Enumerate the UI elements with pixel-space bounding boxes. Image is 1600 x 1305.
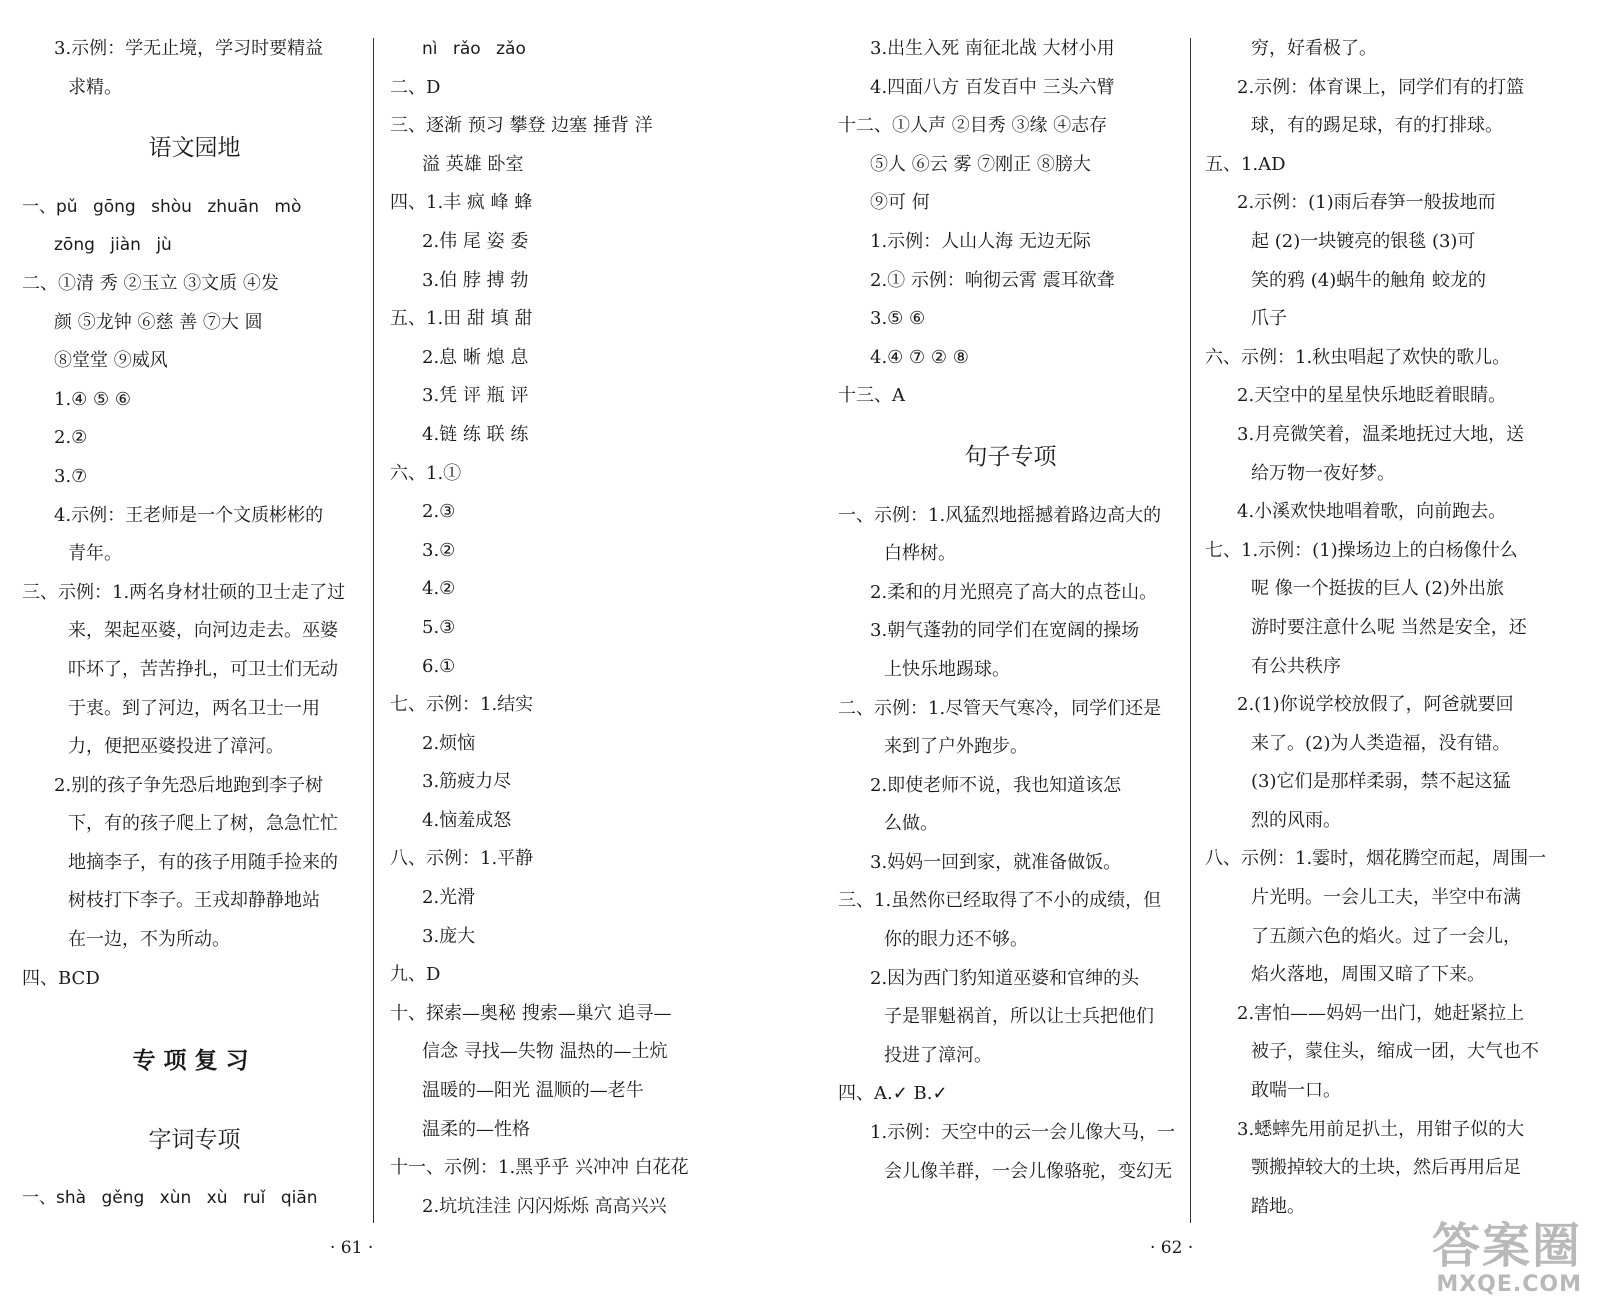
answer-line: 四、A.✓ B.✓: [838, 1083, 948, 1105]
answer-line: 上快乐地踢球。: [884, 658, 1010, 680]
answer-line: 3.朝气蓬勃的同学们在宽阔的操场: [870, 620, 1140, 642]
section-heading: 句子专项: [964, 443, 1057, 470]
answer-line: 敢喘一口。: [1251, 1080, 1341, 1102]
answer-line: 溢 英雄 卧室: [422, 153, 524, 175]
answer-line: ⑨可 何: [870, 192, 930, 214]
answer-line: 八、示例：1.霎时，烟花腾空而起，周围一: [1205, 848, 1547, 870]
answer-line: 颜 ⑤龙钟 ⑥慈 善 ⑦大 圆: [54, 311, 263, 333]
answer-line: 2.息 晰 熄 息: [422, 346, 529, 368]
answer-line: 4.恼羞成怒: [422, 809, 512, 831]
page-number-left: · 61 ·: [330, 1238, 374, 1258]
answer-line: 一、pǔ gōng shòu zhuān mò: [22, 196, 302, 217]
answer-line: 七、1.示例：(1)操场边上的白杨像什么: [1205, 539, 1518, 561]
answer-line: 八、示例：1.平静: [390, 848, 534, 870]
answer-line: 3.凭 评 瓶 评: [422, 385, 529, 407]
answer-line: 投进了漳河。: [884, 1044, 992, 1066]
answer-line: 2.伟 尾 姿 委: [422, 230, 529, 252]
column-2: [390, 30, 745, 1226]
answer-line: 了五颜六色的焰火。过了一会儿，: [1251, 925, 1521, 947]
answer-line: 二、①清 秀 ②玉立 ③文质 ④发: [22, 272, 279, 294]
answer-line: 温柔的—性格: [422, 1118, 530, 1140]
answer-line: 十三、A: [838, 385, 905, 407]
answer-line: 二、D: [390, 76, 441, 98]
section-heading: 字词专项: [148, 1126, 241, 1153]
answer-line: 片光明。一会儿工夫，半空中布满: [1251, 887, 1521, 909]
answer-line: 2.光滑: [422, 887, 476, 909]
answer-line: 2.因为西门豹知道巫婆和官绅的头: [870, 967, 1140, 989]
answer-line: 白桦树。: [884, 543, 956, 565]
answer-line: 3.蟋蟀先用前足扒土，用钳子似的大: [1237, 1118, 1525, 1140]
answer-line: 4.④ ⑦ ② ⑧: [870, 346, 969, 368]
answer-line: 2.① 示例：响彻云霄 震耳欲聋: [870, 269, 1115, 291]
watermark-main: 答案圈: [1431, 1218, 1582, 1274]
answer-line: 2.示例：体育课上，同学们有的打篮: [1237, 76, 1525, 98]
column-1: [22, 30, 367, 1218]
answer-line: ⑧堂堂 ⑨威风: [54, 350, 168, 372]
answer-line: 2.别的孩子争先恐后地跑到李子树: [54, 774, 324, 796]
answer-line: ⑤人 ⑥云 雾 ⑦刚正 ⑧膀大: [870, 153, 1091, 175]
answer-line: 踏地。: [1251, 1195, 1305, 1217]
answer-line: 六、示例：1.秋虫唱起了欢快的歌儿。: [1205, 346, 1511, 368]
answer-line: 2.②: [54, 427, 88, 449]
answer-line: 十二、①人声 ②目秀 ③缘 ④志存: [838, 115, 1108, 137]
answer-line: 青年。: [68, 543, 122, 565]
answer-line: 3.妈妈一回到家，就准备做饭。: [870, 851, 1122, 873]
answer-line: 3.示例：学无止境，学习时要精益: [54, 38, 324, 59]
answer-line: 于衷。到了河边，两名卫士一用: [68, 697, 320, 719]
answer-line: 四、1.丰 疯 峰 蜂: [390, 192, 533, 214]
answer-line: 九、D: [390, 964, 441, 986]
answer-line: 树枝打下李子。王戎却静静地站: [68, 890, 320, 912]
answer-line: 信念 寻找—失物 温热的—土炕: [422, 1041, 668, 1063]
answer-line: 2.烦恼: [422, 732, 476, 754]
answer-line: 颚搬掉较大的土块，然后再用后足: [1251, 1157, 1521, 1179]
answer-line: 温暖的—阳光 温顺的—老牛: [422, 1080, 644, 1102]
answer-line: 4.小溪欢快地唱着歌，向前跑去。: [1237, 501, 1507, 523]
answer-line: 球，有的踢足球，有的打排球。: [1251, 115, 1503, 137]
answer-line: 4.链 练 联 练: [422, 423, 529, 445]
answer-line: 爪子: [1251, 308, 1287, 330]
answer-line: 子是罪魁祸首，所以让士兵把他们: [884, 1006, 1154, 1028]
answer-line: 3.⑦: [54, 465, 88, 487]
answer-line: 来到了户外跑步。: [884, 736, 1028, 758]
answer-line: (3)它们是那样柔弱，禁不起这猛: [1251, 771, 1511, 793]
answer-line: 1.示例：人山人海 无边无际: [870, 230, 1091, 252]
answer-line: 力，便把巫婆投进了漳河。: [68, 736, 284, 758]
answer-line: 笑的鸦 (4)蜗牛的触角 蛟龙的: [1251, 269, 1486, 291]
answer-line: 下，有的孩子爬上了树，急急忙忙: [68, 813, 338, 835]
answer-line: 1.示例：天空中的云一会儿像大马，一: [870, 1122, 1176, 1144]
answer-line: 吓坏了，苦苦挣扎，可卫士们无动: [68, 658, 338, 680]
answer-line: 3.月亮微笑着，温柔地抚过大地，送: [1237, 423, 1525, 445]
answer-line: 3.②: [422, 539, 456, 561]
answer-line: zōng jiàn jù: [54, 235, 172, 256]
answer-line: 2.坑坑洼洼 闪闪烁烁 高高兴兴: [422, 1195, 667, 1217]
answer-line: 2.即使老师不说，我也知道该怎: [870, 774, 1122, 796]
answer-line: 来了。(2)为人类造福，没有错。: [1251, 732, 1511, 754]
answer-line: 4.示例：王老师是一个文质彬彬的: [54, 504, 324, 526]
answer-line: 焰火落地，周围又暗了下来。: [1251, 964, 1485, 986]
answer-line: 六、1.①: [390, 462, 462, 484]
answer-line: 三、1.虽然你已经取得了不小的成绩，但: [838, 890, 1162, 912]
answer-line: 3.出生入死 南征北战 大材小用: [870, 38, 1115, 59]
answer-line: 给万物一夜好梦。: [1251, 462, 1395, 484]
answer-line: 么做。: [884, 813, 938, 835]
answer-line: 2.天空中的星星快乐地眨着眼睛。: [1237, 385, 1507, 407]
answer-line: 四、BCD: [22, 967, 100, 989]
answer-line: 烈的风雨。: [1251, 809, 1341, 831]
section-heading: 专项复习: [132, 1048, 257, 1075]
answer-line: 三、示例：1.两名身材壮硕的卫士走了过: [22, 581, 346, 603]
answer-line: 3.伯 脖 搏 勃: [422, 269, 529, 291]
answer-line: 4.四面八方 百发百中 三头六臂: [870, 76, 1115, 98]
watermark: [1432, 1220, 1582, 1297]
answer-line: 有公共秩序: [1251, 655, 1341, 677]
answer-line: 3.庞大: [422, 925, 476, 947]
answer-line: 2.害怕——妈妈一出门，她赶紧拉上: [1237, 1002, 1525, 1024]
answer-line: 4.②: [422, 578, 456, 600]
answer-line: 二、示例：1.尽管天气寒冷，同学们还是: [838, 697, 1162, 719]
answer-line: 6.①: [422, 655, 456, 677]
answer-line: 三、逐渐 预习 攀登 边塞 捶背 洋: [390, 115, 653, 137]
answer-line: 地摘李子，有的孩子用随手捡来的: [68, 851, 338, 873]
answer-line: 十一、示例：1.黑乎乎 兴冲冲 白花花: [390, 1157, 689, 1179]
answer-line: 2.示例：(1)雨后春笋一般拔地而: [1237, 192, 1496, 214]
answer-line: nì rǎo zǎo: [422, 39, 526, 59]
answer-line: 五、1.田 甜 填 甜: [390, 308, 533, 330]
answer-line: 一、示例：1.风猛烈地摇撼着路边高大的: [838, 504, 1162, 526]
answer-line: 七、示例：1.结实: [390, 694, 534, 716]
answer-line: 来，架起巫婆，向河边走去。巫婆: [68, 620, 338, 642]
answer-line: 2.③: [422, 501, 456, 523]
watermark-url: MXQE.COM: [1436, 1272, 1582, 1297]
answer-line: 一、shà gěng xùn xù ruǐ qiān: [22, 1188, 318, 1209]
answer-line: 在一边，不为所动。: [68, 929, 230, 951]
answer-line: 穷，好看极了。: [1251, 38, 1377, 59]
answer-line: 你的眼力还不够。: [884, 929, 1028, 951]
answer-line: 2.柔和的月光照亮了高大的点苍山。: [870, 581, 1158, 603]
answer-line: 3.筋疲力尽: [422, 771, 512, 793]
answer-line: 会儿像羊群，一会儿像骆驼，变幻无: [884, 1160, 1172, 1182]
answer-line: 求精。: [68, 76, 122, 98]
answer-line: 5.③: [422, 616, 456, 638]
answer-line: 呢 像一个挺拔的巨人 (2)外出旅: [1251, 578, 1504, 600]
section-heading: 语文园地: [148, 135, 241, 162]
column-4: [1205, 30, 1560, 1226]
page-number-right: · 62 ·: [1150, 1238, 1194, 1258]
column-divider: [373, 38, 374, 1223]
answer-line: 十、探索—奥秘 搜索—巢穴 追寻—: [390, 1002, 672, 1024]
column-divider: [1190, 38, 1191, 1223]
answer-line: 被子，蒙住头，缩成一团，大气也不: [1251, 1041, 1539, 1063]
answer-line: 五、1.AD: [1205, 153, 1286, 175]
answer-line: 起 (2)一块镀亮的银毯 (3)可: [1251, 230, 1476, 252]
answer-line: 1.④ ⑤ ⑥: [54, 388, 132, 410]
answer-line: 2.(1)你说学校放假了，阿爸就要回: [1237, 694, 1514, 716]
answer-line: 游时要注意什么呢 当然是安全，还: [1251, 616, 1527, 638]
answer-line: 3.⑤ ⑥: [870, 308, 926, 330]
column-3: [838, 30, 1183, 1191]
